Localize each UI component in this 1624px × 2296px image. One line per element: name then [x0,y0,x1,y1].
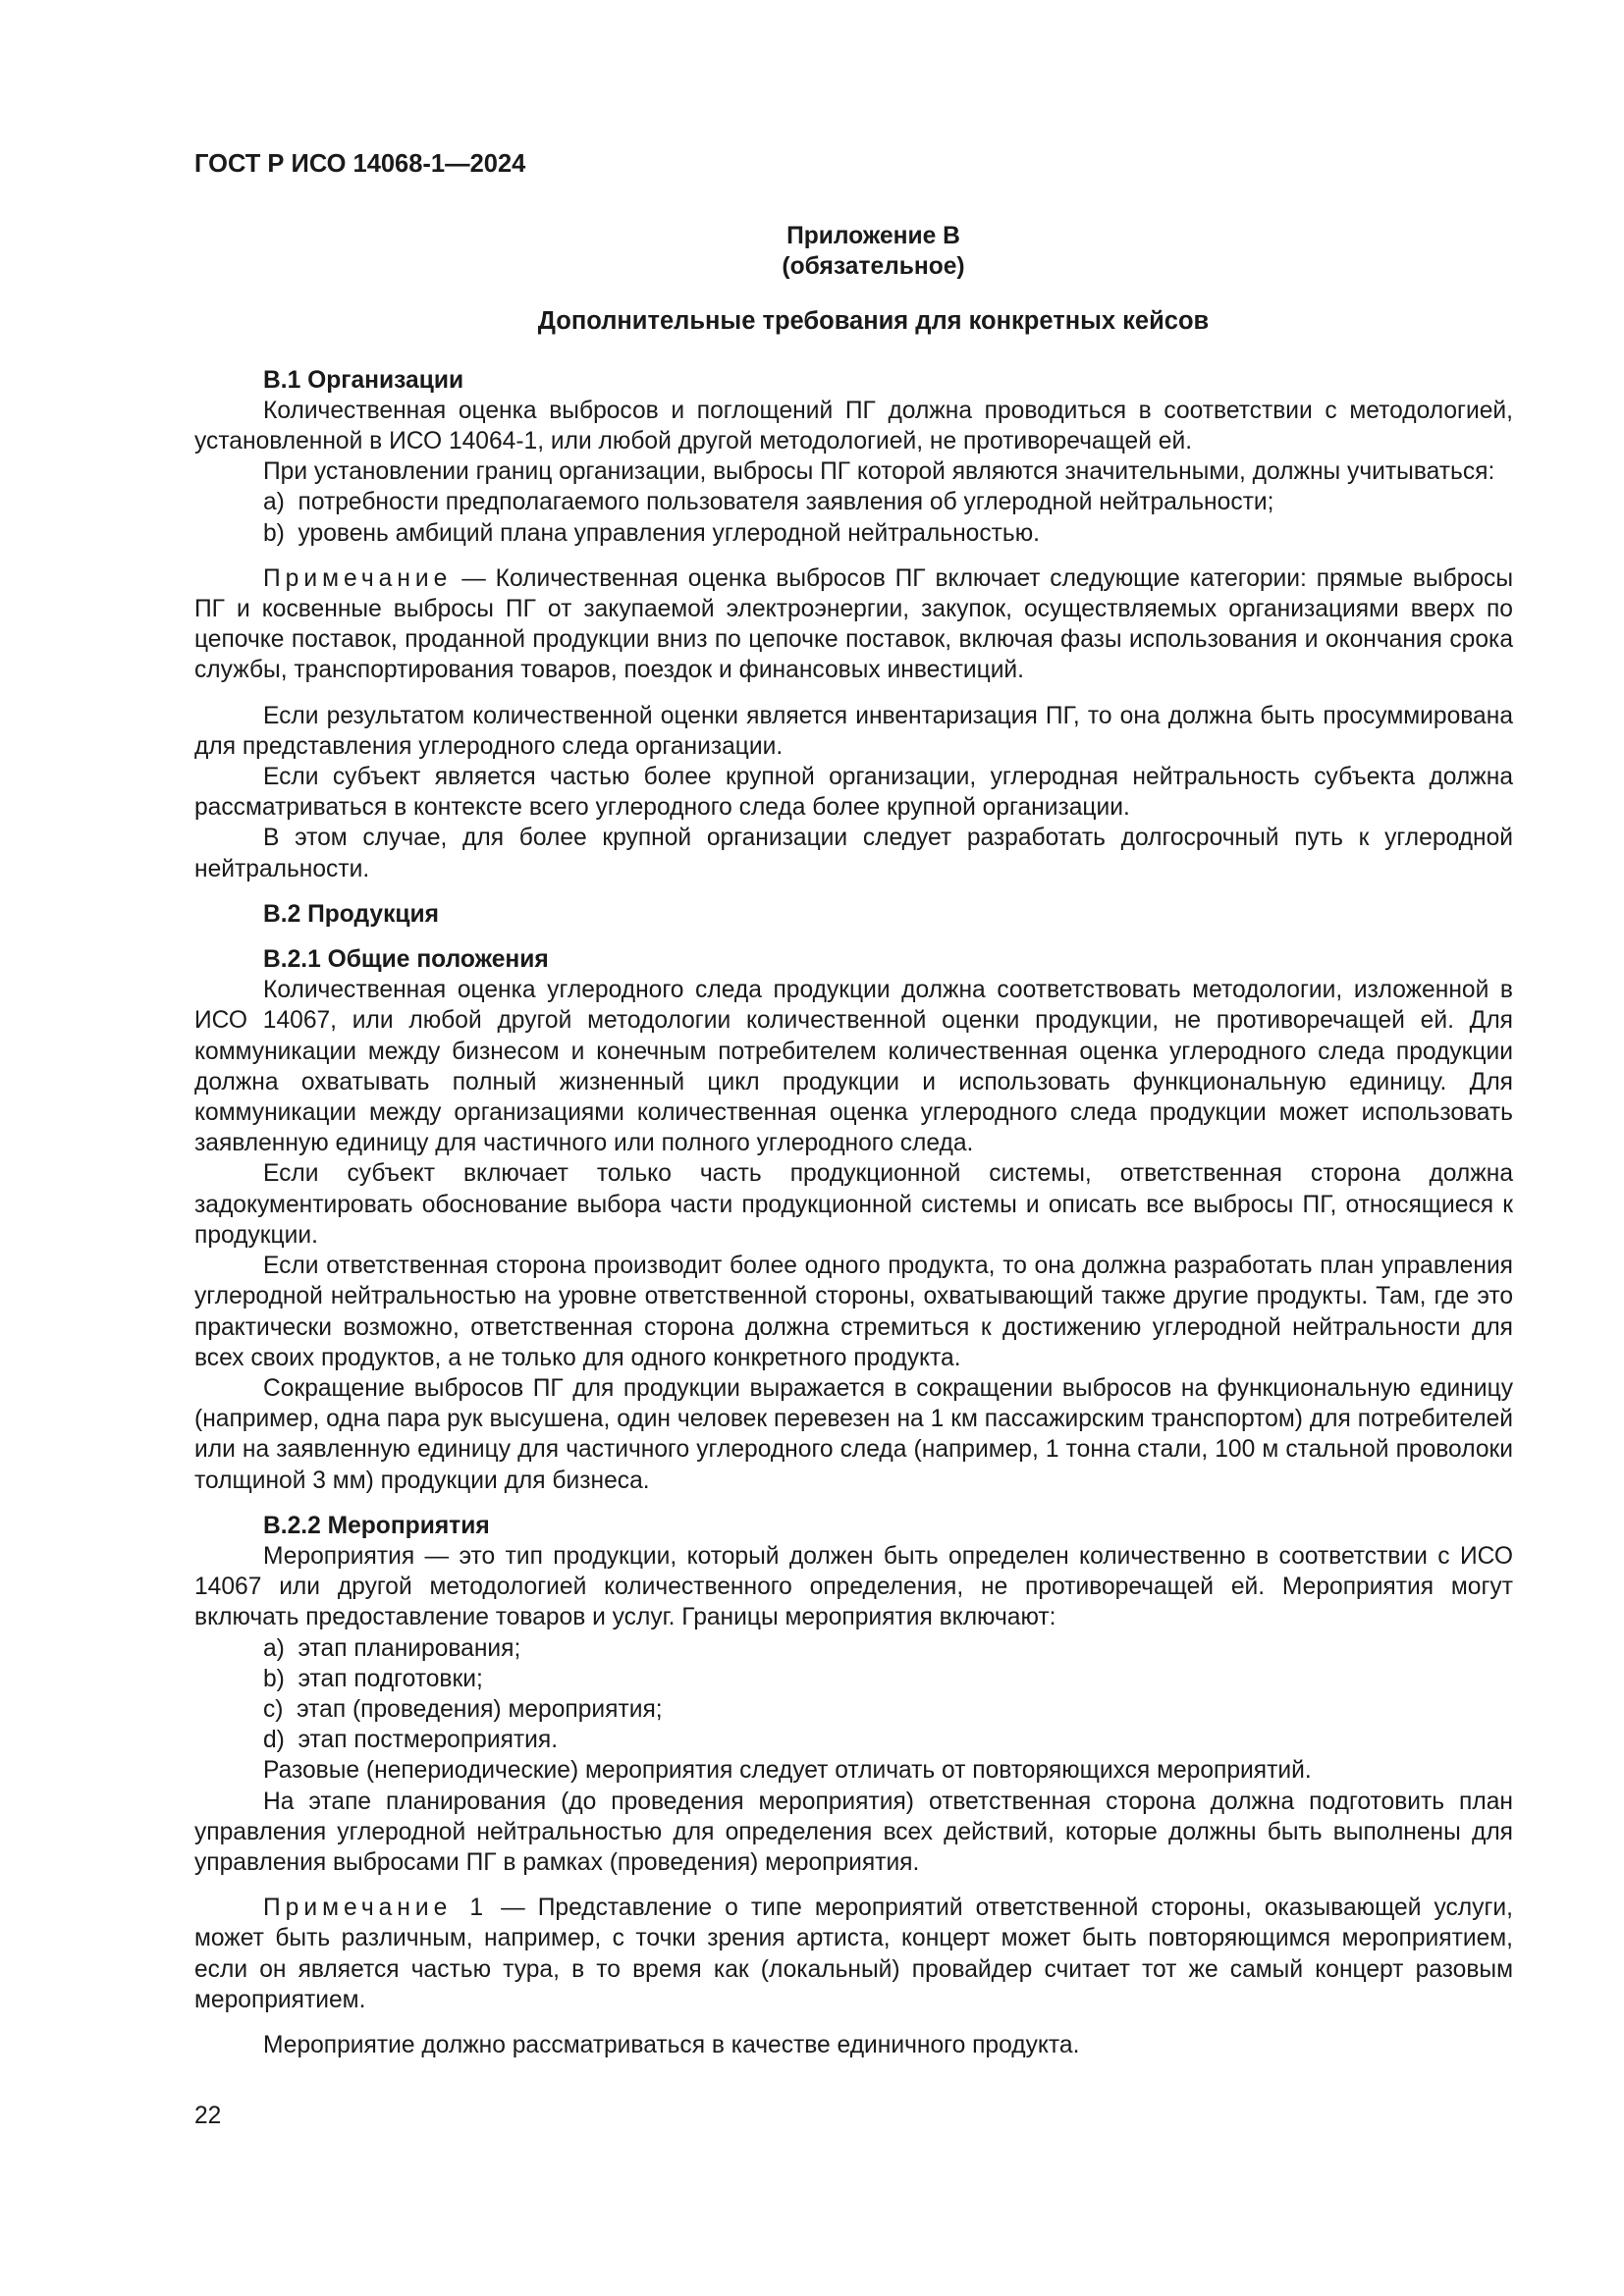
note-text: — Количественная оценка выбросов ПГ включает следующие категории: прямые выбросы ПГ и косвенные выбросы ПГ от закупаемой электроэнергии, закупок, осуществляемых организациями вверх по цепочке поставок, проданной продукции вниз по цепочке поставок, включая фазы использования и окончания срока службы, транспортирования товаров, поездок и финансовых инвестиций. [194,564,1513,684]
paragraph: При установлении границ организации, выбросы ПГ которой являются значительными, должны учитываться: [263,458,1495,486]
paragraph: Мероприятия — это тип продукции, который должен быть определен количественно в соответствии с ИСО 14067 или другой методологией количественного определения, не противоречащей ей. Мероприятия могут включать предоставление товаров и услуг. Границы мероприятия включают: [194,1542,1513,1631]
list-item: b) этап подготовки; [263,1665,483,1692]
paragraph: Сокращение выбросов ПГ для продукции выражается в сокращении выбросов на функциональную единицу (например, одна пара рук высушена, один человек перевезен на 1 км пассажирским транспортом) для потребителей или на заявленную единицу для частичного углеродного следа (например, 1 тонна стали, 100 м стальной проволоки толщиной 3 мм) продукции для бизнеса. [194,1374,1513,1494]
note [194,563,1513,686]
paragraph: Если субъект включает только часть продукционной системы, ответственная сторона должна задокументировать обоснование выбора части продукционной системы и описать все выбросы ПГ, относящиеся к продукции. [194,1160,1513,1249]
paragraph: Если субъект является частью более крупной организации, углеродная нейтральность субъекта должна рассматриваться в контексте всего углеродного следа более крупной организации. [194,764,1513,822]
note-label: Примечание 1 [263,1895,489,1922]
paragraph: На этапе планирования (до проведения мероприятия) ответственная сторона должна подготовить план управления углеродной нейтральностью для определения всех действий, которые должны быть выполнены для управления выбросами ПГ в рамках (проведения) мероприятия. [194,1788,1513,1876]
appendix-kind: (обязательное) [782,253,965,281]
note [194,1893,1513,2015]
list-item: b) уровень амбиций плана управления углеродной нейтральностью. [263,519,1040,547]
paragraph: Мероприятие должно рассматриваться в качестве единичного продукта. [263,2031,1080,2058]
list-item: a) потребности предполагаемого пользователя заявления об углеродной нейтральности; [263,489,1274,516]
paragraph: В этом случае, для более крупной организации следует разработать долгосрочный путь к углеродной нейтральности. [194,825,1513,882]
document-code: ГОСТ Р ИСО 14068-1—2024 [194,150,526,178]
subsection-b21-title: В.2.1 Общие положения [263,946,549,974]
list-item: a) этап планирования; [263,1634,521,1662]
note-text: — Представление о типе мероприятий ответственной стороны, оказывающей услуги, может быть различным, например, с точки зрения артиста, концерт может быть повторяющимся мероприятием, если он является частью тура, в то время как (локальный) провайдер считает тот же самый концерт разовым мероприятием. [194,1895,1513,2013]
page-number: 22 [194,2103,222,2129]
paragraph: Количественная оценка выбросов и поглощений ПГ должна проводиться в соответствии с методологией, установленной в ИСО 14064-1, или любой другой методологией, не противоречащей ей. [194,397,1513,455]
appendix-title: Приложение В [786,223,960,249]
appendix-heading: Дополнительные требования для конкретных кейсов [537,307,1210,336]
note-label: Примечание [263,564,453,592]
paragraph: Если ответственная сторона производит более одного продукта, то она должна разработать план управления углеродной нейтральностью на уровне ответственной стороны, охватывающий также другие продукты. Там, где это практически возможно, ответственная сторона должна стремиться к достижению углеродной нейтральности для всех своих продуктов, а не только для одного конкретного продукта. [194,1253,1513,1371]
paragraph: Если результатом количественной оценки является инвентаризация ПГ, то она должна быть просуммирована для представления углеродного следа организации. [194,702,1513,760]
list-item: d) этап постмероприятия. [263,1727,559,1754]
list-item: c) этап (проведения) мероприятия; [263,1695,663,1723]
section-b2-title: В.2 Продукция [263,900,439,928]
section-b1-title: В.1 Организации [263,366,464,394]
paragraph: Разовые (непериодические) мероприятия следует отличать от повторяющихся мероприятий. [263,1757,1312,1785]
document-body [194,221,1513,2060]
subsection-b22-title: В.2.2 Мероприятия [263,1512,490,1539]
paragraph: Количественная оценка углеродного следа продукции должна соответствовать методологии, изложенной в ИСО 14067, или любой другой методологии количественной оценки продукции, не противоречащей ей. Для коммуникации между бизнесом и конечным потребителем количественная оценка углеродного следа продукции должна охватывать полный жизненный цикл продукции и использовать функциональную единицу. Для коммуникации между организациями количественная оценка углеродного следа продукции может использовать заявленную единицу для частичного или полного углеродного следа. [194,977,1513,1157]
